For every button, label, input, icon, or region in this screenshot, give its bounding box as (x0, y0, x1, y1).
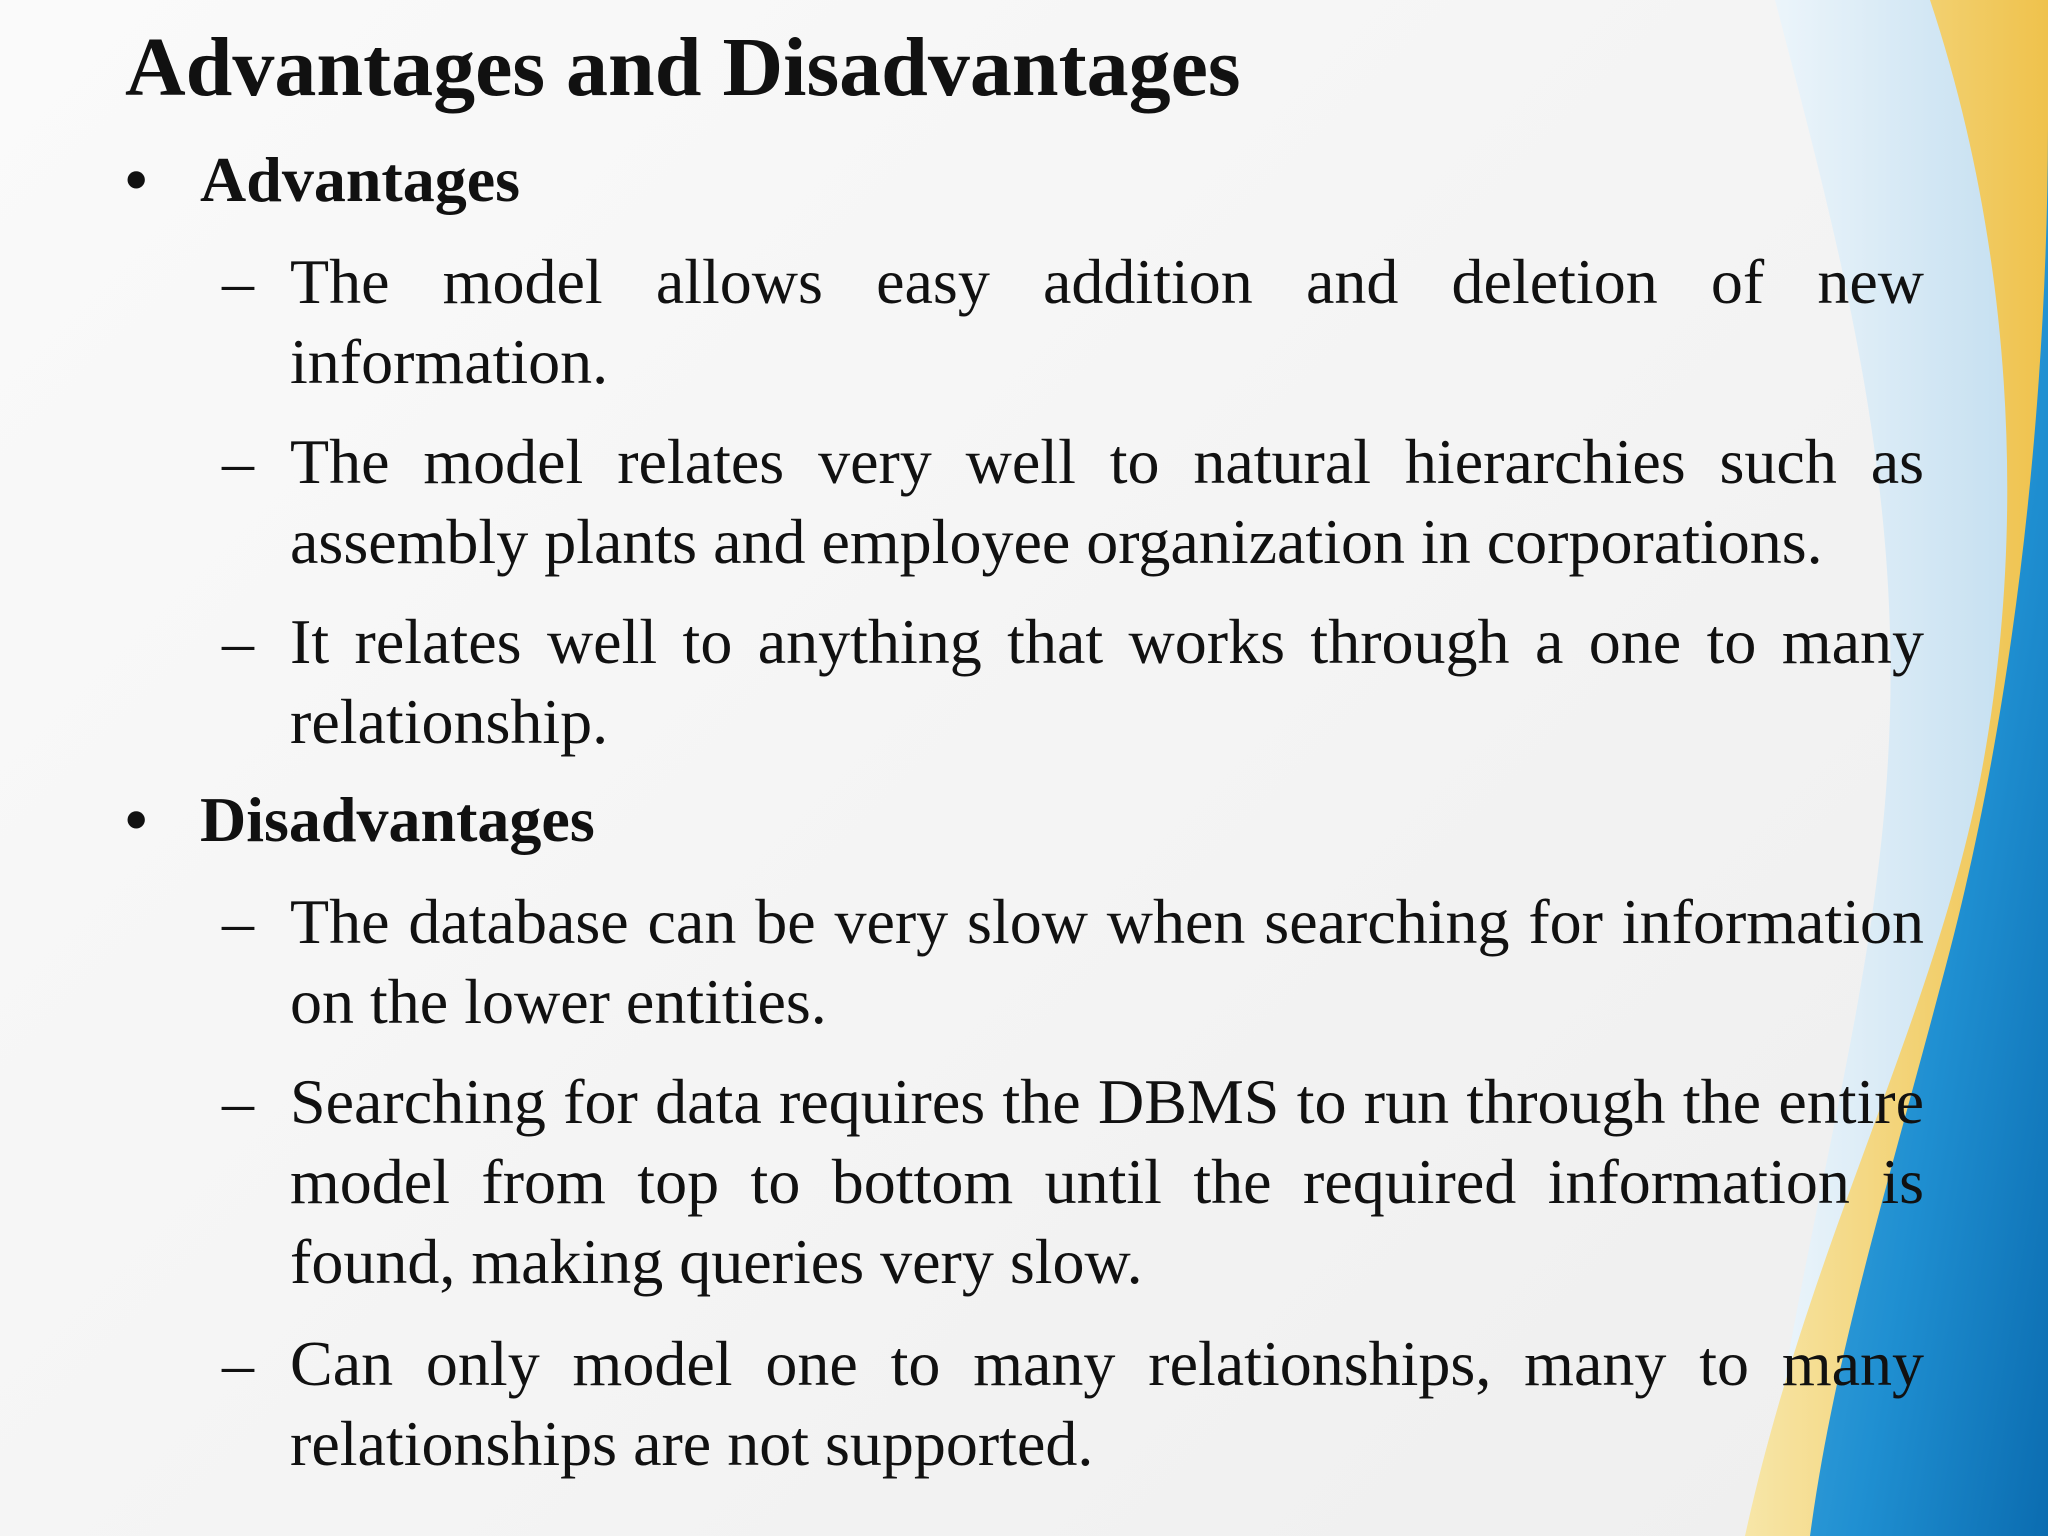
dash-icon: – (222, 886, 254, 957)
disadvantage-item-text: The database can be very slow when searching for information on the lower entities. (290, 886, 1924, 1037)
dash-icon: – (222, 606, 254, 677)
advantage-item-text: It relates well to anything that works through a one to many relationship. (290, 606, 1924, 757)
advantage-item-text: The model allows easy addition and deletion of new information. (290, 246, 1924, 397)
dash-icon: – (222, 1066, 254, 1137)
disadvantage-item (222, 882, 1924, 1042)
advantages-heading-label: Advantages (200, 144, 521, 215)
bullet-icon: • (125, 784, 148, 855)
slide-title: Advantages and Disadvantages (125, 21, 1241, 114)
dash-icon: – (222, 246, 254, 317)
advantage-item (222, 242, 1924, 402)
disadvantages-heading-label: Disadvantages (200, 784, 595, 855)
advantage-item (222, 602, 1924, 762)
bullet-icon: • (125, 144, 148, 215)
disadvantages-heading (125, 784, 595, 855)
disadvantage-item (222, 1324, 1924, 1484)
disadvantage-item-text: Can only model one to many relationships, many to many relationships are not supported. (290, 1328, 1924, 1479)
dash-icon: – (222, 1328, 254, 1399)
advantage-item-text: The model relates very well to natural hierarchies such as assembly plants and employee organization in corporations. (290, 426, 1924, 577)
disadvantage-item (222, 1062, 1924, 1302)
advantages-heading (125, 144, 521, 215)
disadvantage-item-text: Searching for data requires the DBMS to run through the entire model from top to bottom until the required information is found, making queries very slow. (290, 1066, 1924, 1297)
dash-icon: – (222, 426, 254, 497)
advantage-item (222, 422, 1924, 582)
